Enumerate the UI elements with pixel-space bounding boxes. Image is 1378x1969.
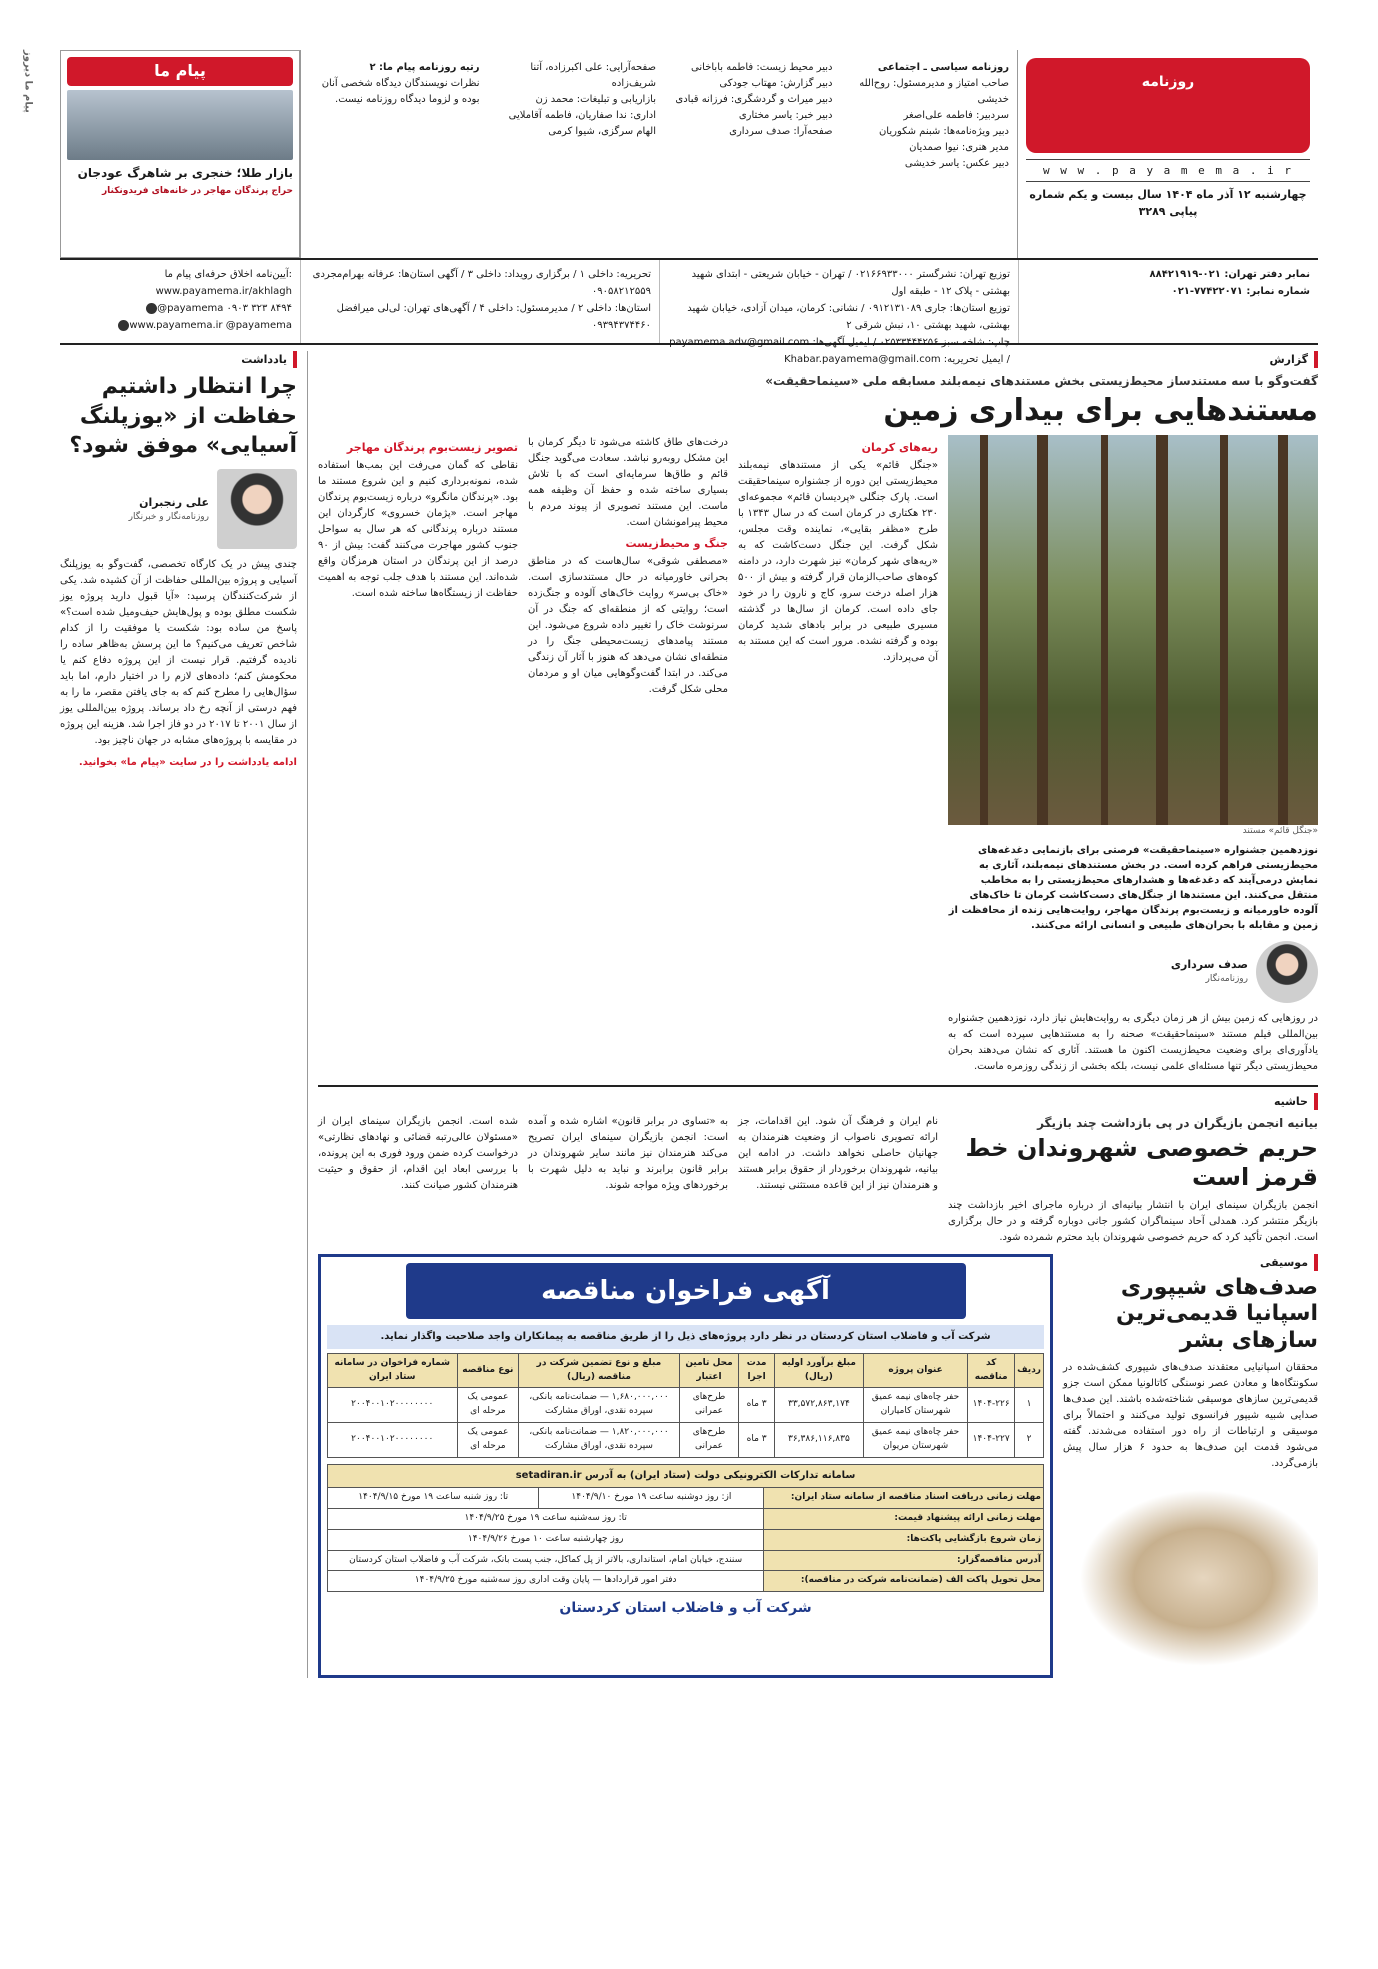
story1-caption: نوزدهمین جشنواره «سینماحقیقت» فرصتی برای بازنمایی دغدغه‌های محیط‌زیستی فراهم کرده است. در بخش مستندهای نیمه‌بلند، آثاری به نمایش درمی‌آیند که دغدغه‌ها و هشدارهای محیط‌زیستی را به مخاطب منتقل می‌کنند. این مستندها از جنگل‌های دست‌کاشت کرمان تا خاک‌های آلوده خاورمیانه و زیست‌بوم پرندگان مهاجر، روایت‌هایی زنده از محافظت از زمین و مقابله با بحران‌های طبیعی و انسانی ارائه می‌کنند.: [948, 844, 1318, 931]
staff-col-1: [839, 60, 1010, 248]
contact-line: نمابر دفتر تهران: ۰۲۱-۸۸۴۲۱۹۱۹: [1149, 269, 1310, 280]
story2-kicker: بیانیه انجمن بازیگران در پی بازداشت چند بازیگر: [1037, 1115, 1318, 1130]
contact-line: چاپ: شاخه سبز ۰۲۵۳۳۴۴۴۲۵۶ / ایمیل آگهی‌ها: payamema.adv@gmail.com / ایمیل تحریریه: Khabar.payamema@gmail.com: [669, 337, 1010, 365]
masthead: [60, 50, 1318, 260]
story1-text-d: درخت‌های طاق کاشته می‌شود تا دیگر کرمان با این مشکل روبه‌رو نباشد. سعادت می‌گوید جنگل قائم و طاق‌ها سرمایه‌ای است که با تلاش بسیاری ساخته شده و حفظ آن وظیفه همه ماست. این مستند تصویری از پیوند مردم با محیط پیرامونشان است.: [528, 436, 728, 528]
teaser-title: بازار طلا؛ خنجری بر شاهرگ عودجان: [77, 165, 293, 180]
story1-text-b: «مصطفی شوقی» سال‌هاست که در مناطق بحرانی خاورمیانه در حال مستندسازی است. «خاک بی‌سر» روایت خاک‌های آلوده و جنگ‌زده است؛ روایتی که از منطقه‌ای که جنگ در آن سرنوشت خاک را تغییر داده شروع می‌شود. این مستند پیامدهای زیست‌محیطی جنگ را در منطقه‌ای نشان می‌دهد که هنوز با آثار آن زندگی می‌کند. در ابتدا گفت‌وگوهایی میان او و مردمان محلی شکل گرفت.: [528, 555, 728, 695]
staff-line: دبیر گزارش: مهتاب جودکی: [719, 78, 833, 89]
story1-columns: [318, 435, 938, 1075]
author-role: روزنامه‌نگار: [1205, 974, 1248, 985]
staff-col-3: [486, 60, 657, 248]
th-call-no: شماره فراخوان در سامانه ستاد ایران: [328, 1353, 458, 1388]
th-guarantee: مبلغ و نوع تضمین شرکت در مناقصه (ریال): [519, 1353, 680, 1388]
staff-col-4: [309, 60, 480, 248]
shell-photo: [1063, 1478, 1318, 1678]
staff-line: رتبه روزنامه پیام ما: ۲: [369, 62, 480, 73]
cell: ۲۰۰۴۰۰۱۰۲۰۰۰۰۰۰۰۰: [328, 1388, 458, 1423]
staff-line: دبیر میراث و گردشگری: فرزانه قبادی: [675, 94, 833, 105]
schedule-table: [327, 1464, 1044, 1592]
table-row: [328, 1487, 1044, 1508]
table-row: [328, 1550, 1044, 1571]
staff-line: روزنامه سیاسی ـ اجتماعی: [877, 62, 1009, 73]
story2-text-a: نام ایران و فرهنگ آن شود. این اقدامات، جز ارائه تصویری ناصواب از وضعیت هنرمندان به جهانیان حاصلی نخواهد داشت. در ادامه این بیانیه، شهروندان برخوردار از حقوق برابر هستند و هنرمندان نیز از این قاعده مستثنی نیستند.: [738, 1115, 938, 1191]
staff-line: صفحه‌آرا: صدف سرداری: [729, 126, 833, 137]
ethics-link[interactable]: www.payamema.ir/akhlagh: [155, 286, 292, 297]
section-divider: [318, 1085, 1318, 1087]
staff-columns: [300, 50, 1018, 258]
music-text: محققان اسپانیایی معتقدند صدف‌های شیپوری کشف‌شده در سکونتگاه‌ها و معادن عصر نوسنگی کاتالونیا ممکن است جزو قدیمی‌ترین سازهای موسیقی شناخته‌شده باشند. این صدف‌ها صدایی شبیه شیپور فرانسوی تولید می‌کنند و احتمالاً برای موسیقی و ارتباطات از راه دور استفاده می‌شدند. گفته می‌شود قدمت این صدف‌ها به حدود ۶ هزار سال پیش بازمی‌گردد.: [1063, 1362, 1318, 1470]
story2: [318, 1114, 1318, 1246]
ad-row: [318, 1254, 1318, 1678]
contact-social: [60, 260, 300, 343]
story2-text-b: به «تساوی در برابر قانون» اشاره شده و آمده است: انجمن بازیگران سینمای ایران تصریح می‌کند هنرمندان نیز مانند سایر شهروندان در برابر قانون برابرند و نباید به دلیل شهرت با برخوردهای ویژه مواجه شوند.: [528, 1115, 728, 1191]
tender-ad: [318, 1254, 1053, 1678]
contact-line: شماره نمابر: ۷۷۴۲۲۰۷۱-۰۲۱: [1171, 286, 1310, 297]
side-author: [60, 469, 297, 549]
story1: [318, 435, 1318, 1075]
cell: ۳۳,۵۷۲,۸۶۳,۱۷۴: [774, 1388, 863, 1423]
cell: ۱۴۰۴-۲۲۷: [968, 1423, 1015, 1458]
cell: از: روز دوشنبه ساعت ۱۹ مورخ ۱۴۰۴/۹/۱۰: [539, 1487, 764, 1508]
contact-line: استان‌ها: داخلی ۲ / مدیرمسئول: داخلی ۴ / آگهی‌های تهران: لی‌لی میرافضل ۰۹۳۹۴۳۷۴۴۶۰: [336, 303, 651, 331]
th-type: نوع مناقصه: [457, 1353, 519, 1388]
section-tag-report: گزارش: [1269, 351, 1318, 368]
teaser-logo: پیام ما: [67, 57, 293, 86]
teaser-line: حراج پرندگان مهاجر در خانه‌های فریدونکنار: [101, 186, 293, 197]
cell: طرح‌های عمرانی: [679, 1423, 738, 1458]
story1-col-c: [318, 435, 518, 1075]
issue-date: چهارشنبه ۱۲ آذر ماه ۱۴۰۴ سال بیست و یکم شماره پیاپی ۳۲۸۹: [1029, 188, 1307, 219]
staff-line: صفحه‌آرایی: علی اکبرزاده، آتنا شریف‌زاده: [530, 62, 656, 89]
table-row: [328, 1571, 1044, 1592]
section-tag-music: موسیقی: [1260, 1254, 1318, 1271]
tender-table: [327, 1353, 1044, 1459]
yesterday-teaser[interactable]: [60, 50, 300, 258]
contact-line: توزیع تهران: نشرگستر ۰۲۱۶۶۹۳۳۰۰۰ / تهران - خیابان شریعتی - ابتدای شهید بهشتی - پلاک ۱۲ - طبقه اول: [691, 269, 1010, 297]
staff-line: صاحب امتیاز و مدیرمسئول: روح‌الله خدیشی: [859, 78, 1009, 105]
author-name: علی رنجبران: [139, 495, 209, 509]
setad-line[interactable]: سامانه تدارکات الکترونیکی دولت (ستاد ایران) به آدرس setadiran.ir: [328, 1465, 1044, 1488]
cell: حفر چاه‌های نیمه عمیق شهرستان مریوان: [863, 1423, 967, 1458]
story1-lead: [948, 435, 1318, 1075]
section-tag-note: یادداشت: [241, 351, 297, 368]
cell: دفتر امور قراردادها — پایان وقت اداری روز سه‌شنبه مورخ ۱۴۰۴/۹/۲۵: [328, 1571, 764, 1592]
staff-line: دبیر خبر: یاسر مختاری: [738, 110, 833, 121]
main-column: [308, 351, 1318, 1678]
subhead-kerman: ریه‌های کرمان: [861, 440, 938, 454]
site-url[interactable]: w w w . p a y a m e m a . i r: [1026, 159, 1310, 182]
ad-banner: آگهی فراخوان مناقصه: [406, 1263, 966, 1319]
staff-line: دبیر عکس: یاسر خدیشی: [904, 158, 1009, 169]
story2-columns: [318, 1114, 938, 1246]
th-funding: محل تامین اعتبار: [679, 1353, 738, 1388]
th-estimate: مبلغ برآورد اولیه (ریال): [774, 1353, 863, 1388]
cell: تا: روز سه‌شنبه ساعت ۱۹ مورخ ۱۴۰۴/۹/۲۵: [328, 1508, 764, 1529]
staff-col-2: [662, 60, 833, 248]
social-line[interactable]: @payamema ۰۹۰۳ ۳۲۳ ۸۴۹۴: [157, 303, 292, 314]
table-row: [328, 1423, 1044, 1458]
contact-distribution: [659, 260, 1018, 365]
cell: عمومی یک مرحله ای: [457, 1423, 519, 1458]
photo-credit: «جنگل قائم» مستند: [1242, 825, 1318, 836]
instagram-icon[interactable]: [118, 320, 129, 331]
music-story: [1063, 1254, 1318, 1678]
cell: تا: روز شنبه ساعت ۱۹ مورخ ۱۴۰۴/۹/۱۵: [328, 1487, 539, 1508]
staff-line: دبیر ویژه‌نامه‌ها: شبنم شکوریان: [878, 126, 1009, 137]
side-column: [60, 351, 308, 1678]
forest-photo: [948, 435, 1318, 825]
story2-lead: [948, 1114, 1318, 1246]
cell: زمان شروع بازگشایی پاکت‌ها:: [764, 1529, 1044, 1550]
author-avatar: [217, 469, 297, 549]
cell: مهلت زمانی دریافت اسناد مناقصه از سامانه ستاد ایران:: [764, 1487, 1044, 1508]
subhead-war: جنگ و محیط‌زیست: [625, 536, 728, 550]
ad-footer: شرکت آب و فاضلاب استان کردستان: [559, 1600, 812, 1617]
ad-intro: شرکت آب و فاضلاب استان کردستان در نظر دارد پروژه‌های ذیل را از طریق مناقصه به پیمانکاران واجد صلاحیت واگذار نماید.: [327, 1325, 1044, 1349]
author-name: صدف سرداری: [1170, 958, 1248, 972]
th-duration: مدت اجرا: [739, 1353, 775, 1388]
staff-line: الهام سرگزی، شیوا کرمی: [548, 126, 656, 137]
story1-text-c: نقاطی که گمان می‌رفت این بمب‌ها استفاده شده، نمونه‌برداری کنیم و این شروع مستند ما بود. «پرندگان مانگرو» درباره زیست‌بوم پرندگان مهاجر است. «پژمان خسروی» کارگردان این مستند درباره پرندگانی که هر سال به سواحل جنوب کشور مهاجرت می‌کنند گفت: بیش از ۹۰ درصد از این پرندگان در استان هرمزگان واقع شده‌اند. این مستند با هدف جلب توجه به اهمیت حفاظت از زیستگاه‌ها ساخته شده است.: [318, 459, 518, 599]
section-tag-margin: حاشیه: [1274, 1093, 1318, 1110]
story2-text-lead: انجمن بازیگران سینمای ایران با انتشار بیانیه‌ای از درباره ماجرای اخیر بازداشت چند بازیگر منتشر کرد. همدلی آحاد سینماگران کشور جانی دوباره گرفته و در حال برگزاری است. انجمن تأکید کرد که حریم خصوصی شهروندان باید محترم شمرده شود.: [948, 1199, 1318, 1243]
music-headline[interactable]: صدف‌های شیپوری اسپانیا قدیمی‌ترین سازهای بشر: [1116, 1274, 1318, 1353]
continue-link[interactable]: ادامه یادداشت را در سایت «پیام ما» بخوانید.: [78, 757, 297, 769]
th-code: کد مناقصه: [968, 1353, 1015, 1388]
cell: سنندج، خیابان امام، استانداری، بالاتر از پل کماکل، جنب پست بانک، شرکت آب و فاضلاب استان کردستان: [328, 1550, 764, 1571]
cell: آدرس مناقصه‌گزار:: [764, 1550, 1044, 1571]
author-role: روزنامه‌نگار و خبرنگار: [128, 511, 209, 522]
staff-line: مدیر هنری: نیوا صمدیان: [909, 142, 1009, 153]
story1-text-a: «جنگل قائم» یکی از مستندهای نیمه‌بلند محیط‌زیستی این دوره از جشنواره سینماحقیقت است. پارک جنگلی «پردیسان قائم» مجموعه‌ای ۲۳۰ هکتاری در کرمان است که در سال ۱۳۴۳ با طرح «مظفر بقایی»، نماینده وقت مجلس، شکل گرفت. این جنگل دست‌کاشت که به «ریه‌های شهر کرمان» نیز شهرت دارد، در دامنه کوه‌های صاحب‌الزمان قرار گرفته و بیش از ۵۰۰ هزار اصله درخت سرو، کاج و نارون را در خود جای داده است. کرمان از سال‌ها در گذشته مسیری طبیعی در برابر بادهای شدید کرمان بوده و گرفته نشده. مرور است که این مستند به آن می‌پردازد.: [738, 459, 939, 663]
cell: ۱۴۰۴-۲۲۶: [968, 1388, 1015, 1423]
story1-col-b: [528, 435, 728, 1075]
story1-author: [948, 941, 1318, 1003]
whatsapp-icon[interactable]: [146, 303, 157, 314]
contact-phones: [300, 260, 659, 343]
cell: ۳ ماه: [739, 1388, 775, 1423]
ethics-label: آیین‌نامه اخلاق حرفه‌ای پیام ما:: [164, 269, 292, 280]
staff-line: اداری: ندا صفاریان، فاطمه آقاملایی: [508, 110, 656, 121]
teaser-photo: [67, 90, 293, 160]
brand-block: [1018, 50, 1318, 258]
table-row: [328, 1508, 1044, 1529]
cell: عمومی یک مرحله ای: [457, 1388, 519, 1423]
story1-kicker: گفت‌وگو با سه مستندساز محیط‌زیستی بخش مستندهای نیمه‌بلند مسابقه ملی «سینماحقیقت»: [765, 374, 1318, 389]
cell: مهلت زمانی ارائه پیشنهاد قیمت:: [764, 1508, 1044, 1529]
cell: روز چهارشنبه ساعت ۱۰ مورخ ۱۴۰۴/۹/۲۶: [328, 1529, 764, 1550]
cell: ۲: [1015, 1423, 1044, 1458]
staff-line: بازاریابی و تبلیغات: محمد زن: [535, 94, 656, 105]
table-row: [328, 1465, 1044, 1488]
author-avatar: [1256, 941, 1318, 1003]
staff-line: دبیر محیط زیست: فاطمه باباخانی: [691, 62, 833, 73]
staff-line: بوده و لزوما دیدگاه روزنامه نیست.: [335, 94, 480, 105]
cell: ۳ ماه: [739, 1423, 775, 1458]
cell: ۱: [1015, 1388, 1044, 1423]
contact-line: توزیع استان‌ها: جاری ۰۹۱۲۱۳۱۰۸۹ / نشانی: کرمان، میدان آزادی، خیابان شهید بهشتی، شهید بهشتی ۱۰، نبش شرقی ۲: [687, 303, 1010, 331]
story1-headline[interactable]: مستندهایی برای بیداری زمین: [883, 392, 1318, 428]
cell: ۲۰۰۴۰۰۱۰۲۰۰۰۰۰۰۰۰: [328, 1423, 458, 1458]
side-text: چندی پیش در یک کارگاه تخصصی، گفت‌وگو به یوزپلنگ آسیایی و پروژه بین‌المللی حفاظت از آن کشیده شد. یکی از شرکت‌کنندگان پرسید: «آیا قبول دارید پروژه یوز شکست مطلق بوده و پول‌هایش حیف‌ومیل شده است؟» پاسخ من ساده بود: شکست یا موفقیت را از کدام شاخص تعریف می‌کنیم؟ ما این پرسش به‌ظاهر ساده را نادیده گرفتیم. قرار نیست از این پروژه دفاع کنم یا محکومش کنم؛ داده‌های لازم را در اختیار دارم، اما باید سؤال‌هایی را مطرح کنم که به جای یافتن مقصر، ما را به فهم درستی از آنچه رخ داد برساند. پروژه بین‌المللی یوز از سال ۲۰۰۱ تا ۲۰۱۷ در دو فاز اجرا شد. هزینه این پروژه در مقایسه با پروژه‌های مشابه در جهان ناچیز بود.: [60, 559, 298, 747]
logo[interactable]: [1026, 58, 1310, 153]
story2-text-c: شده است. انجمن بازیگران سینمای ایران از «مسئولان عالی‌رتبه قضائی و نهادهای نظارتی» درخواست کرده ضمن ورود فوری به این پرونده، با بررسی ابعاد این اقدام، از حقوق و حیثیت هنرمندان کشور صیانت کنند.: [318, 1115, 518, 1191]
cell: محل تحویل پاکت الف (ضمانت‌نامه شرکت در مناقصه):: [764, 1571, 1044, 1592]
story2-headline[interactable]: حریم خصوصی شهروندان خط قرمز است: [965, 1134, 1318, 1192]
staff-line: سردبیر: فاطمه علی‌اصغر: [903, 110, 1009, 121]
edge-label: پیام ما دیروز: [22, 50, 34, 113]
cell: ۳۶,۳۸۶,۱۱۶,۸۳۵: [774, 1423, 863, 1458]
th-row: ردیف: [1015, 1353, 1044, 1388]
cell: حفر چاه‌های نیمه عمیق شهرستان کامیاران: [863, 1388, 967, 1423]
th-title: عنوان پروژه: [863, 1353, 967, 1388]
tender-header-row: [328, 1353, 1044, 1388]
story1-intro: در روزهایی که زمین بیش از هر زمان دیگری به روایت‌هایش نیاز دارد، نوزدهمین جشنواره بین‌المللی فیلم مستند «سینماحقیقت» صحنه را به مستندهایی سپرده است که به یادآوری‌ای برای وضعیت محیط‌زیست اکنون ما هستند. آثاری که نشان می‌دهند بحران محیط‌زیستی دیگر تنها مسئله‌ای علمی نیست، بلکه بخشی از زندگی روزمره ماست.: [948, 1012, 1318, 1072]
cell: ۱,۶۸۰,۰۰۰,۰۰۰ — ضمانت‌نامه بانکی، سپرده نقدی، اوراق مشارکت: [519, 1388, 680, 1423]
contact-fax: [1018, 260, 1318, 343]
subhead-birds: تصویر زیست‌بوم پرندگان مهاجر: [346, 440, 518, 454]
table-row: [328, 1529, 1044, 1550]
cell: طرح‌های عمرانی: [679, 1388, 738, 1423]
logo-sub: روزنامه: [1141, 73, 1195, 90]
content: [60, 351, 1318, 1678]
staff-line: نظرات نویسندگان دیدگاه شخصی آنان: [321, 78, 480, 89]
social-line[interactable]: www.payamema.ir @payamema: [129, 320, 292, 331]
story1-col-a: [738, 435, 938, 1075]
contact-line: تحریریه: داخلی ۱ / برگزاری رویداد: داخلی ۳ / آگهی استان‌ها: عرفانه بهرام‌مجردی ۰۹۰۵۸۲۱۲۵۵۹: [312, 269, 651, 297]
side-headline[interactable]: چرا انتظار داشتیم حفاظت از «یوزپلنگ آسیایی» موفق شود؟: [69, 374, 297, 459]
cell: ۱,۸۲۰,۰۰۰,۰۰۰ — ضمانت‌نامه بانکی، سپرده نقدی، اوراق مشارکت: [519, 1423, 680, 1458]
table-row: [328, 1388, 1044, 1423]
